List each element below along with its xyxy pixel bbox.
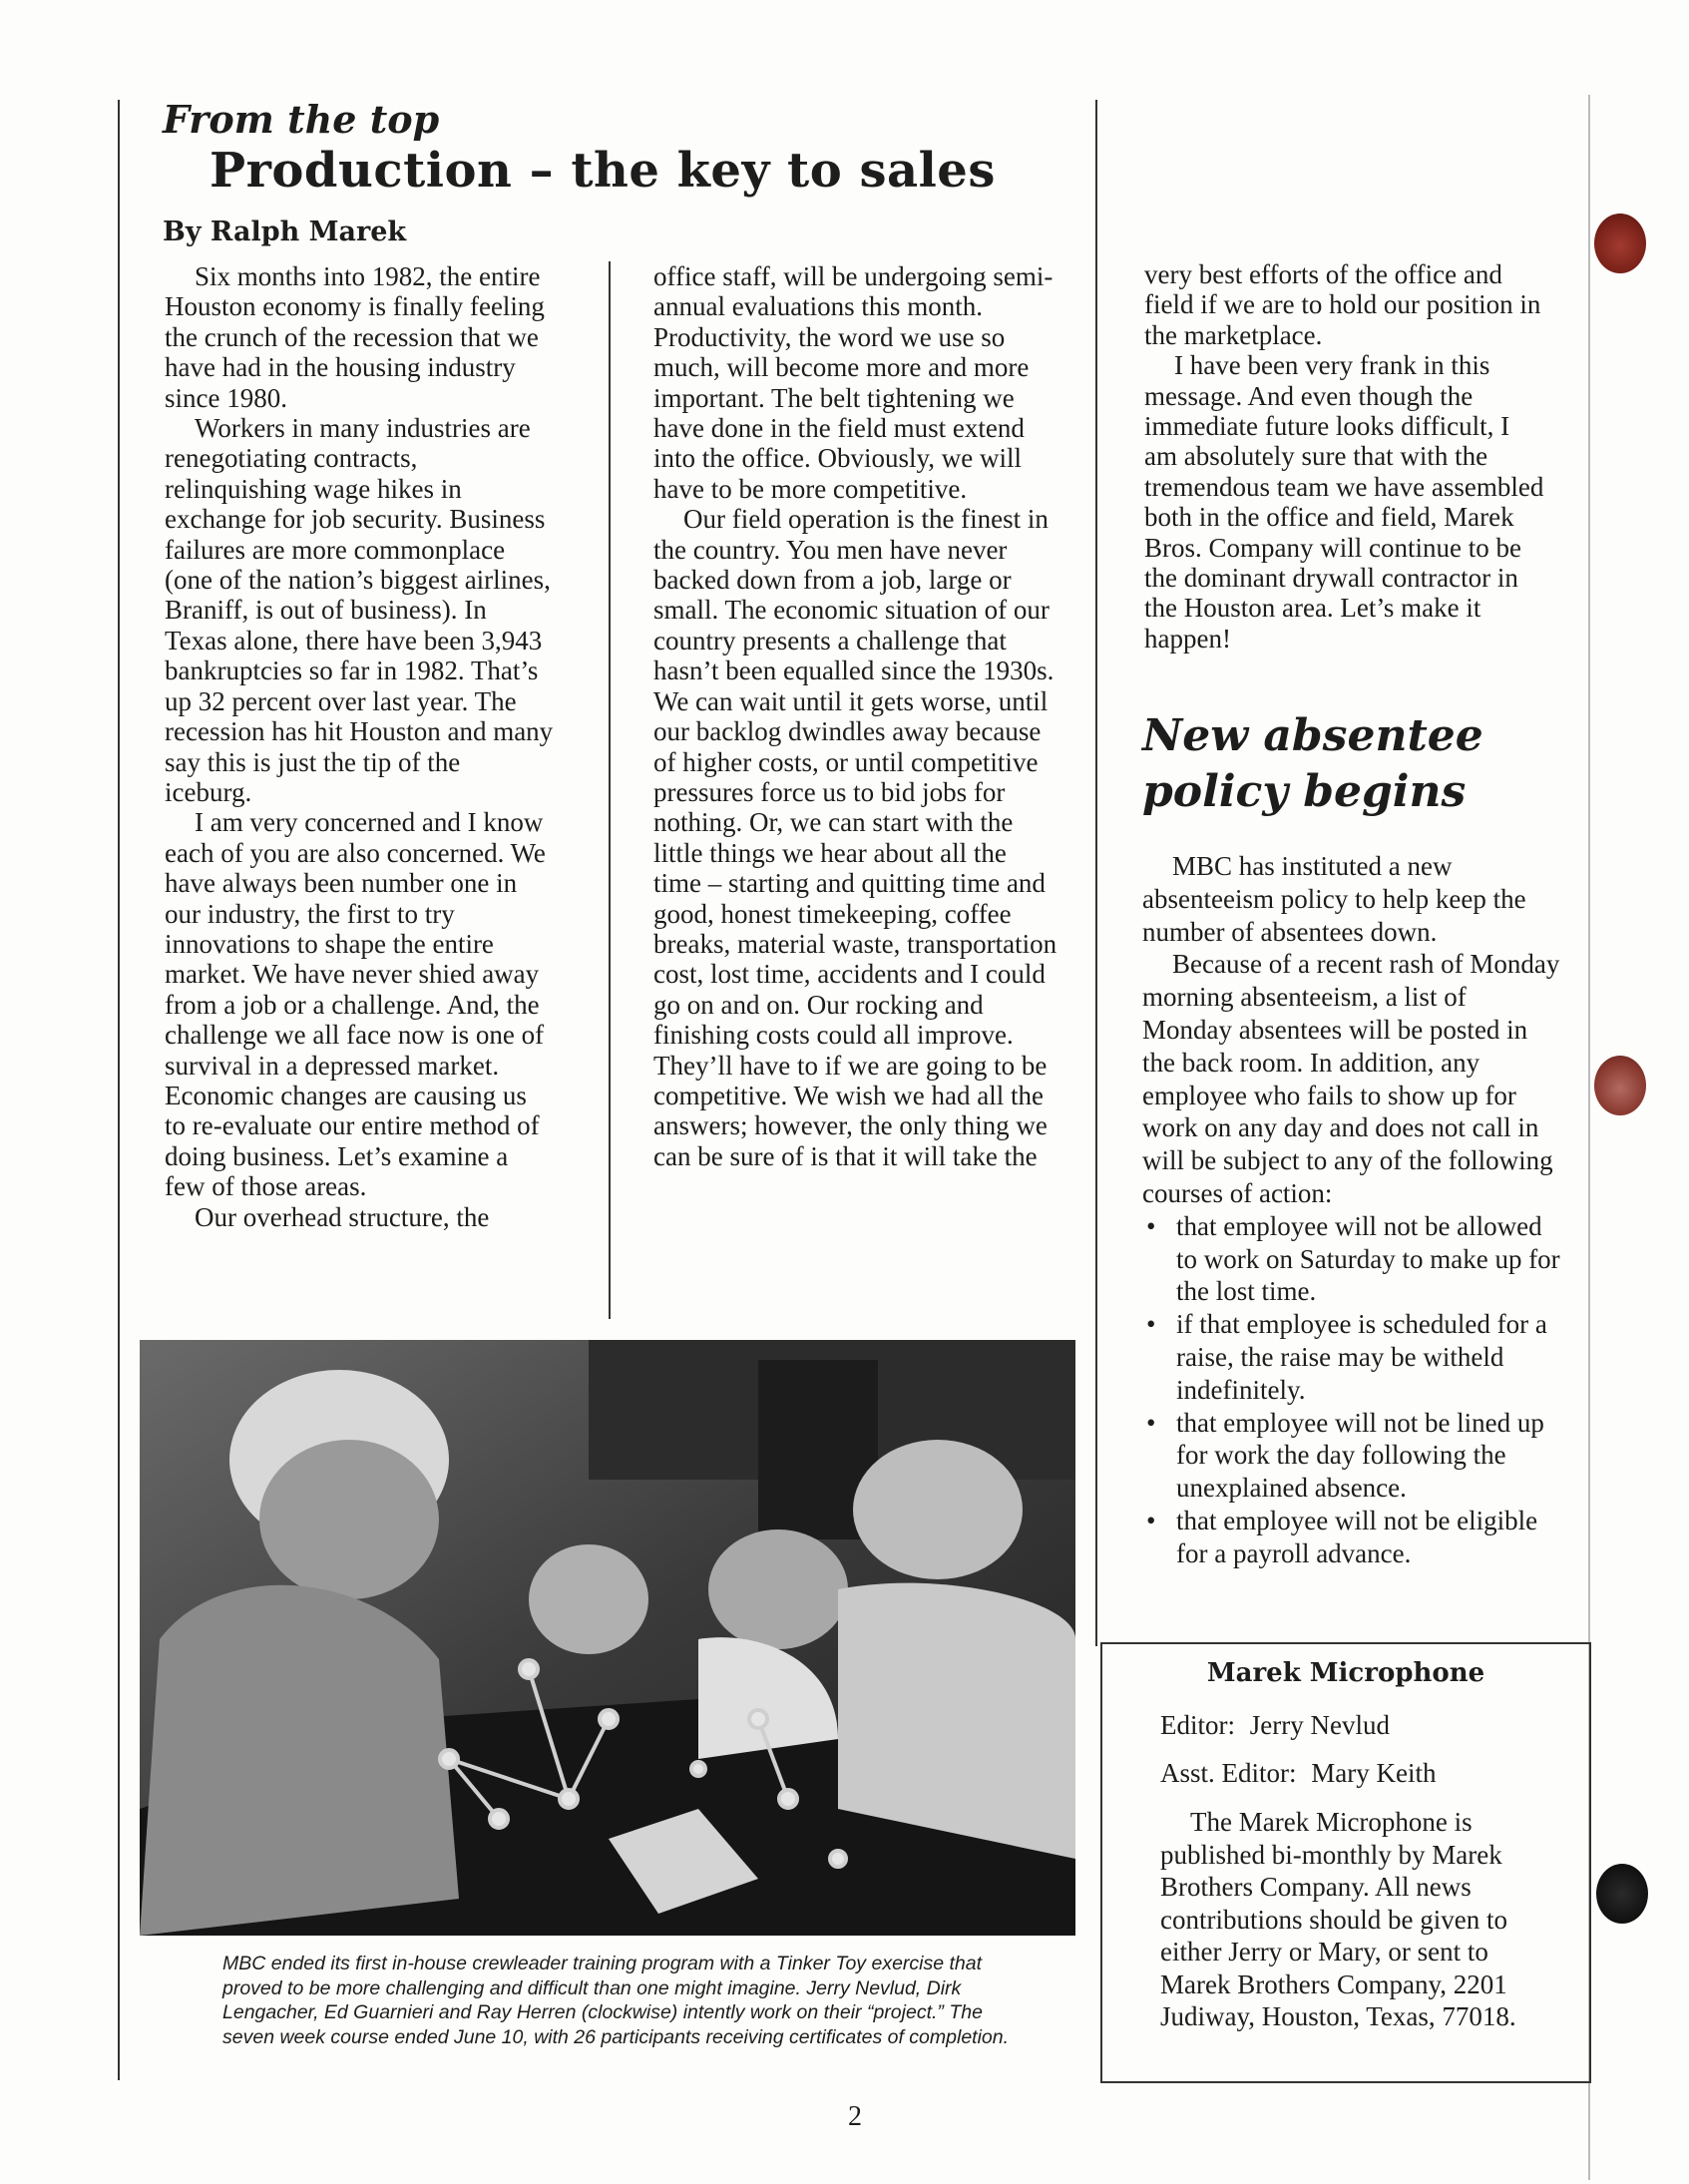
crewleader-training-photo	[140, 1340, 1075, 1936]
list-item: • if that employee is scheduled for a raise, the raise may be witheld indefinitely.	[1142, 1308, 1561, 1406]
asst-editor-name: Mary Keith	[1311, 1758, 1437, 1788]
article-paragraph: I am very concerned and I know each of you are also concerned. We have always been number one in our industry, the first to try innovations to shape the entire market. We have never shied away from a job or a challenge. And, the challenge we all face now is one of survival in a depressed market. Economic changes are causing us to re-evaluate our entire method of doing business. Let’s examine a few of those areas.	[165, 807, 546, 1202]
article-paragraph: I have been very frank in this message. And even though the immediate future looks difficult, I am absolutely sure that with the tremendous team we have assembled both in the office and field, Marek Bros. Company will continue to be the dominant drywall contractor in the Houston area. Let’s make it happen!	[1144, 350, 1544, 654]
binder-hole-icon	[1594, 214, 1646, 273]
absentee-body	[1142, 850, 1561, 1570]
article-paragraph: very best efforts of the office and field if we are to hold our position in the marketplace.	[1144, 259, 1541, 350]
article-paragraph: Our overhead structure, the	[195, 1201, 490, 1232]
editor-label: Editor:	[1160, 1710, 1235, 1740]
article-kicker: From the top	[163, 97, 440, 142]
asst-editor-label: Asst. Editor:	[1160, 1758, 1297, 1788]
list-item: • that employee will not be allowed to work on Saturday to make up for the lost time.	[1142, 1210, 1561, 1308]
list-item: • that employee will not be lined up for work the day following the unexplained absence.	[1142, 1407, 1561, 1505]
photo-illustration	[140, 1340, 1075, 1936]
binder-hole-icon	[1594, 1056, 1646, 1115]
article-headline: Production – the key to sales	[210, 143, 996, 199]
absentee-paragraph: Because of a recent rash of Monday morning absenteeism, a list of Monday absentees will be posted in the back room. In addition, any employee who fails to show up for work on any day and does not call in will be subject to any of the following courses of action:	[1142, 949, 1560, 1208]
list-item: • that employee will not be eligible for a payroll advance.	[1142, 1505, 1561, 1570]
binder-hole-icon	[1596, 1864, 1648, 1924]
masthead-box	[1100, 1642, 1591, 2083]
photo-caption: MBC ended its first in-house crewleader training program with a Tinker Toy exercise that proved to be more challenging and difficult than one might imagine. Jerry Nevlud, Dirk Lengacher, Ed Guarnieri and Ray Herren (clockwise) intently work on their “project.” The seven week course ended June 10, with 26 participants receiving certificates of completion.	[222, 1953, 1010, 2048]
article-column-3	[1144, 259, 1548, 654]
masthead-editor-line	[1160, 1710, 1390, 1740]
article-paragraph: Workers in many industries are renegotiating contracts, relinquishing wage hikes in exchange for job security. Business failures are more commonplace (one of the nation’s biggest airlines, Braniff, is out of business). In Texas alone, there have been 3,943 bankruptcies so far in 1982. That’s up 32 percent over last year. The recession has hit Houston and many say this is just the tip of the iceburg.	[165, 413, 554, 807]
masthead-asst-editor-line	[1160, 1758, 1436, 1788]
article-paragraph: Our field operation is the finest in the country. You men have never backed down from a job, large or small. The economic situation of our country presents a challenge that hasn’t been equalled since the 1930s. We can wait until it gets worse, until our backlog dwindles away because of higher costs, or until competitive pressures force us to bid jobs for nothing. Or, we can start with the little things we hear about all the time – starting and quitting time and good, honest timekeeping, coffee breaks, material waste, transportation cost, lost time, accidents and I could go on and on. Our rocking and finishing costs could all improve. They’ll have to if we are going to be competitive. We wish we had all the answers; however, the only thing we can be sure of is that it will take the	[653, 504, 1057, 1171]
center-column-rule	[609, 261, 611, 1319]
absentee-paragraph: MBC has instituted a new absenteeism policy to help keep the number of absentees down.	[1142, 851, 1526, 947]
masthead-title: Marek Microphone	[1206, 1658, 1485, 1688]
article-column-2	[653, 261, 1057, 1171]
absentee-headline	[1142, 708, 1483, 820]
absentee-headline-line1: New absentee	[1142, 710, 1483, 761]
article-paragraph: office staff, will be undergoing semi-annual evaluations this month. Productivity, the word we use so much, will become more and more important. The belt tightening we have done in the field must extend into the office. Obviously, we will have to be more competitive.	[653, 261, 1054, 504]
article-column-1	[165, 261, 554, 1232]
masthead-info-paragraph: The Marek Microphone is published bi-monthly by Marek Brothers Company. All news contributions should be given to either Jerry or Mary, or sent to Marek Brothers Company, 2201 Judiway, Houston, Texas, 77018.	[1160, 1807, 1516, 2031]
masthead-info	[1160, 1806, 1539, 2033]
right-section-rule	[1095, 100, 1097, 1646]
article-byline: By Ralph Marek	[163, 217, 407, 247]
absentee-action-list	[1142, 1210, 1561, 1570]
absentee-headline-line2: policy begins	[1142, 766, 1467, 817]
article-paragraph: Six months into 1982, the entire Houston economy is finally feeling the crunch of the recession that we have had in the housing industry since 1980.	[165, 261, 545, 413]
page-number: 2	[848, 2101, 862, 2132]
left-column-rule	[118, 100, 120, 2080]
editor-name: Jerry Nevlud	[1249, 1710, 1390, 1740]
